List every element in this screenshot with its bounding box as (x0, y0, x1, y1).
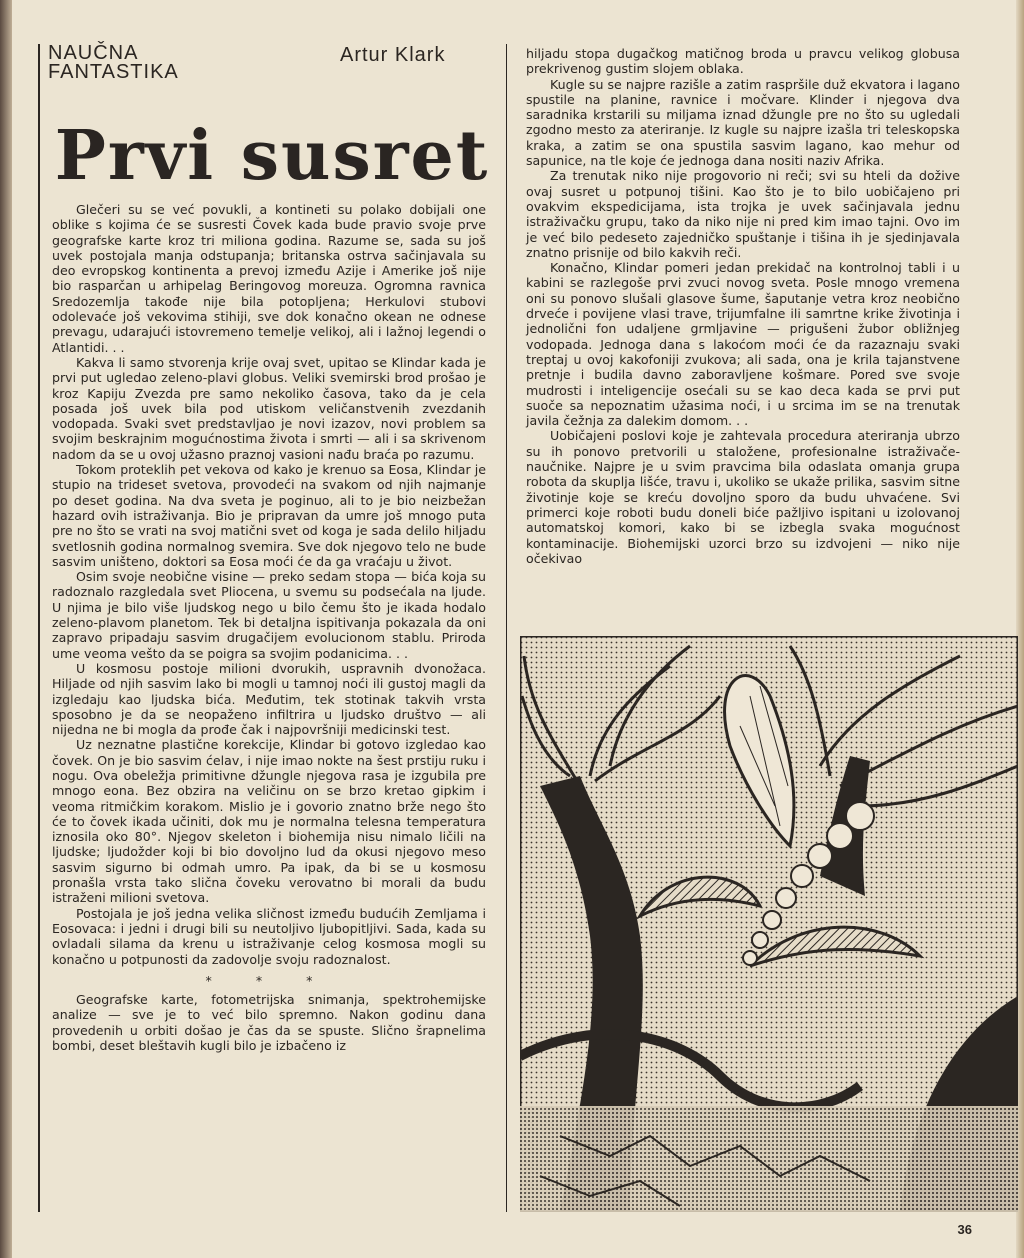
paragraph: Uobičajeni poslovi koje je zahtevala procedura ateriranja ubrzo su ih ponovo pretvorili u staložene, profesionalne istraživače-naučnike. Najpre je u svim pravcima bila odaslata omanja grupa robota da skuplja lišće, travu i, ukoliko se ukaže prilika, sasvim sitne životinje koje se kreću dovoljno sporo da budu uhvaćene. Svi primerci koje roboti budu doneli biće pažljivo ispitani u izolovanoj automatskoj komori, kako bi se izbegla svaka mogućnost kontaminacije. Biohemijski uzorci brzo su izdvojeni — niko nije očekivao (526, 428, 960, 566)
paragraph: Kakva li samo stvorenja krije ovaj svet, upitao se Klindar kada je prvi put ugledao zeleno-plavi globus. Veliki svemirski brod prošao je kroz Kapiju Zvezda pre samo nekoliko časova, tako da je cela posada još uvek bila pod utiskom veličanstvenih zvezdanih vodopada. Svaki svet predstavljao je novi izazov, novi problem sa svojim beskrajnim mogućnostima života i smrti — ali i sa skrivenom nadom da se u ovoj užasno praznoj vasioni nađu braća po razumu. (52, 354, 486, 462)
paragraph: Konačno, Klindar pomeri jedan prekidač na kontrolnoj tabli i u kabini se razlegoše prvi zvuci novog sveta. Posle mnogo vremena oni su ponovo slušali glasove šume, šaputanje vetra kroz neobično drveće i povijene vlasi trave, trijumfalne ili samrtne krike životinja i jednolični fon udaljene grmljavine — prigušeni žubor obližnjeg vodopada. Jednoga dana s lakoćom moći će da razaznaju svaki treptaj u ovoj kakofoniji zvukova; ali sada, ona je krila tajanstvene pretnje i budila davno zaboravljene košmare. Pored sve svoje mudrosti i inteligencije osećali su se kao deca kada se prvi put suoče sa nepoznatim užasima noći, i u srcima im se na trenutak javila čežnja za dalekim domom. . . (526, 260, 960, 429)
paragraph: Osim svoje neobične visine — preko sedam stopa — bića koja su radoznalo razgledala svet Pliocena, u svemu su podsećala na ljude. U njima je bilo više ljudskog nego u bilo čemu što je ikada hodalo zeleno-plavom planetom. Tek bi detaljna ispitivanja pokazala da oni zapravo pripadaju sasvim drugačijem evolucionom stablu. Priroda ume veoma vešto da se poigra sa svojim podanicima. . . (52, 569, 486, 661)
paragraph: hiljadu stopa dugačkog matičnog broda u pravcu velikog globusa prekrivenog gustim slojem oblaka. (526, 46, 960, 77)
right-column (526, 46, 960, 566)
center-rule (506, 44, 507, 1212)
paragraph: Glečeri su se već povukli, a kontineti su polako dobijali one oblike s kojima će se susresti Čovek kada bude pravio svoje prve geografske karte kroz tri miliona godina. Razume se, sada su još uvek postojala manja odstupanja; britanska ostrva sačinjavala su deo evropskog kontinenta a prevoj između Azije i Amerike još nije bio rasparčan u arhipelag Beringovog moreuza. Ogromna ravnica Sredozemlja takođe nije bila potopljena; Herkulovi stubovi odolevaće još vekovima stihiji, sve dok konačno okean ne odnese prevagu, udarajući istovremeno temelje velikoj, ali i lažnoj legendi o Atlantidi. . . (52, 202, 486, 355)
paragraph: Kugle su se najpre razišle a zatim raspršile duž ekvatora i lagano spustile na planine, ravnice i močvare. Klinder i njegova dva saradnika krstarili su miljama iznad džungle pre no što su ugledali zgodno mesto za ateriranje. Iz kugle su najpre izašla tri teleskopska kraka, a zatim se ona spustila sasvim lagano, kao mehur od sapunice, na tle koje će jednoga dana nositi naziv Afrika. (526, 76, 960, 169)
section-label (48, 44, 179, 82)
left-column (52, 202, 486, 1053)
paragraph: Geografske karte, fotometrijska snimanja, spektrohemijske analize — sve je to već bilo spremno. Nakon godinu dana provedenih u orbiti došao je čas da se spuste. Slično šrapnelima bombi, deset bleštavih kugli bilo je izbačeno iz (52, 992, 486, 1054)
author-name: Artur Klark (340, 44, 446, 66)
section-label-line1: NAUČNA (48, 42, 139, 64)
paragraph: Postojala je još jedna velika sličnost između budućih Zemljama i Eosovaca: i jedni i drugi bili su neutoljivo ljubopitljivi. Sada, kada su ovladali silama da krenu u istraživanje celog kosmosa mogli su konačno u potpunosti da zadovolje svoju radoznalost. (52, 905, 486, 967)
paragraph: U kosmosu postoje milioni dvorukih, uspravnih dvonožaca. Hiljade od njih sasvim lako bi mogli u tamnoj noći ili gustoj magli da izgledaju kao ljudska bića. Međutim, tek stotinak takvih vrsta sposobno je da se neopaženo infiltrira u ljudsko društvo — ali nijedna ne bi mogla da prođe čak i najpovršniji medicinski test. (52, 660, 486, 738)
section-separator: * * * (205, 972, 333, 988)
section-label-line2: FANTASTIKA (48, 61, 179, 83)
paragraph: Za trenutak niko nije progovorio ni reči; svi su hteli da dožive ovaj susret u potpunoj tišini. Kao što je to bilo uobičajeno pri ovakvim ekspedicijama, ista trojka je uvek sačinjavala jednu istraživačku grupu, tako da niko nije ni pred kim imao tajni. Ovo im je već bilo pedeseto zajedničko spuštanje i tišina ih je sjedinjavala znatno prisnije od bilo kakvih reči. (526, 168, 960, 260)
paragraph: Uz neznatne plastične korekcije, Klindar bi gotovo izgledao kao čovek. On je bio sasvim ćelav, i nije imao nokte na šest prstiju ruku i nogu. Ova obeležja primitivne džungle njegova rasa je izgubila pre mnogo eona. Bez obzira na veličinu on se brzo kretao gipkim i veoma ritmičkim korakom. Mislio je i govorio znatno brže nego što će to čovek ikada učiniti, dok mu je normalna telesna temperatura iznosila oko 80°. Njegov skeleton i biohemija nisu nimalo ličili na ljudske; ljudožder koji bi bio dovoljno lud da okusi njegovo meso sasvim sigurno bi odmah umro. Pa ipak, da bi se u kosmosu pronašla vrsta tako slična čoveku verovatno bi morali da budu istraženi milioni svetova. (52, 737, 486, 906)
paragraph: Tokom proteklih pet vekova od kako je krenuo sa Eosa, Klindar je stupio na trideset svetova, provodeći na svakom od njih najmanje po deset godina. Na dva sveta je poginuo, ali to je bio neizbežan hazard ovih istraživanja. Bio je pripravan da umre još mnogo puta pre no što se vrati na svoj matični svet od koga je sada delilo hiljadu svetlosnih godina normalnog svemira. Sve dok njegovo telo ne bude sasvim uništeno, doktori sa Eosa moći će da ga vraćaju u život. (52, 462, 486, 569)
article-title: Prvi susret (54, 116, 490, 196)
binding-spine (0, 0, 12, 1258)
left-rule (38, 44, 40, 1212)
illustration (520, 636, 1018, 1212)
page-number: 36 (957, 1222, 972, 1237)
